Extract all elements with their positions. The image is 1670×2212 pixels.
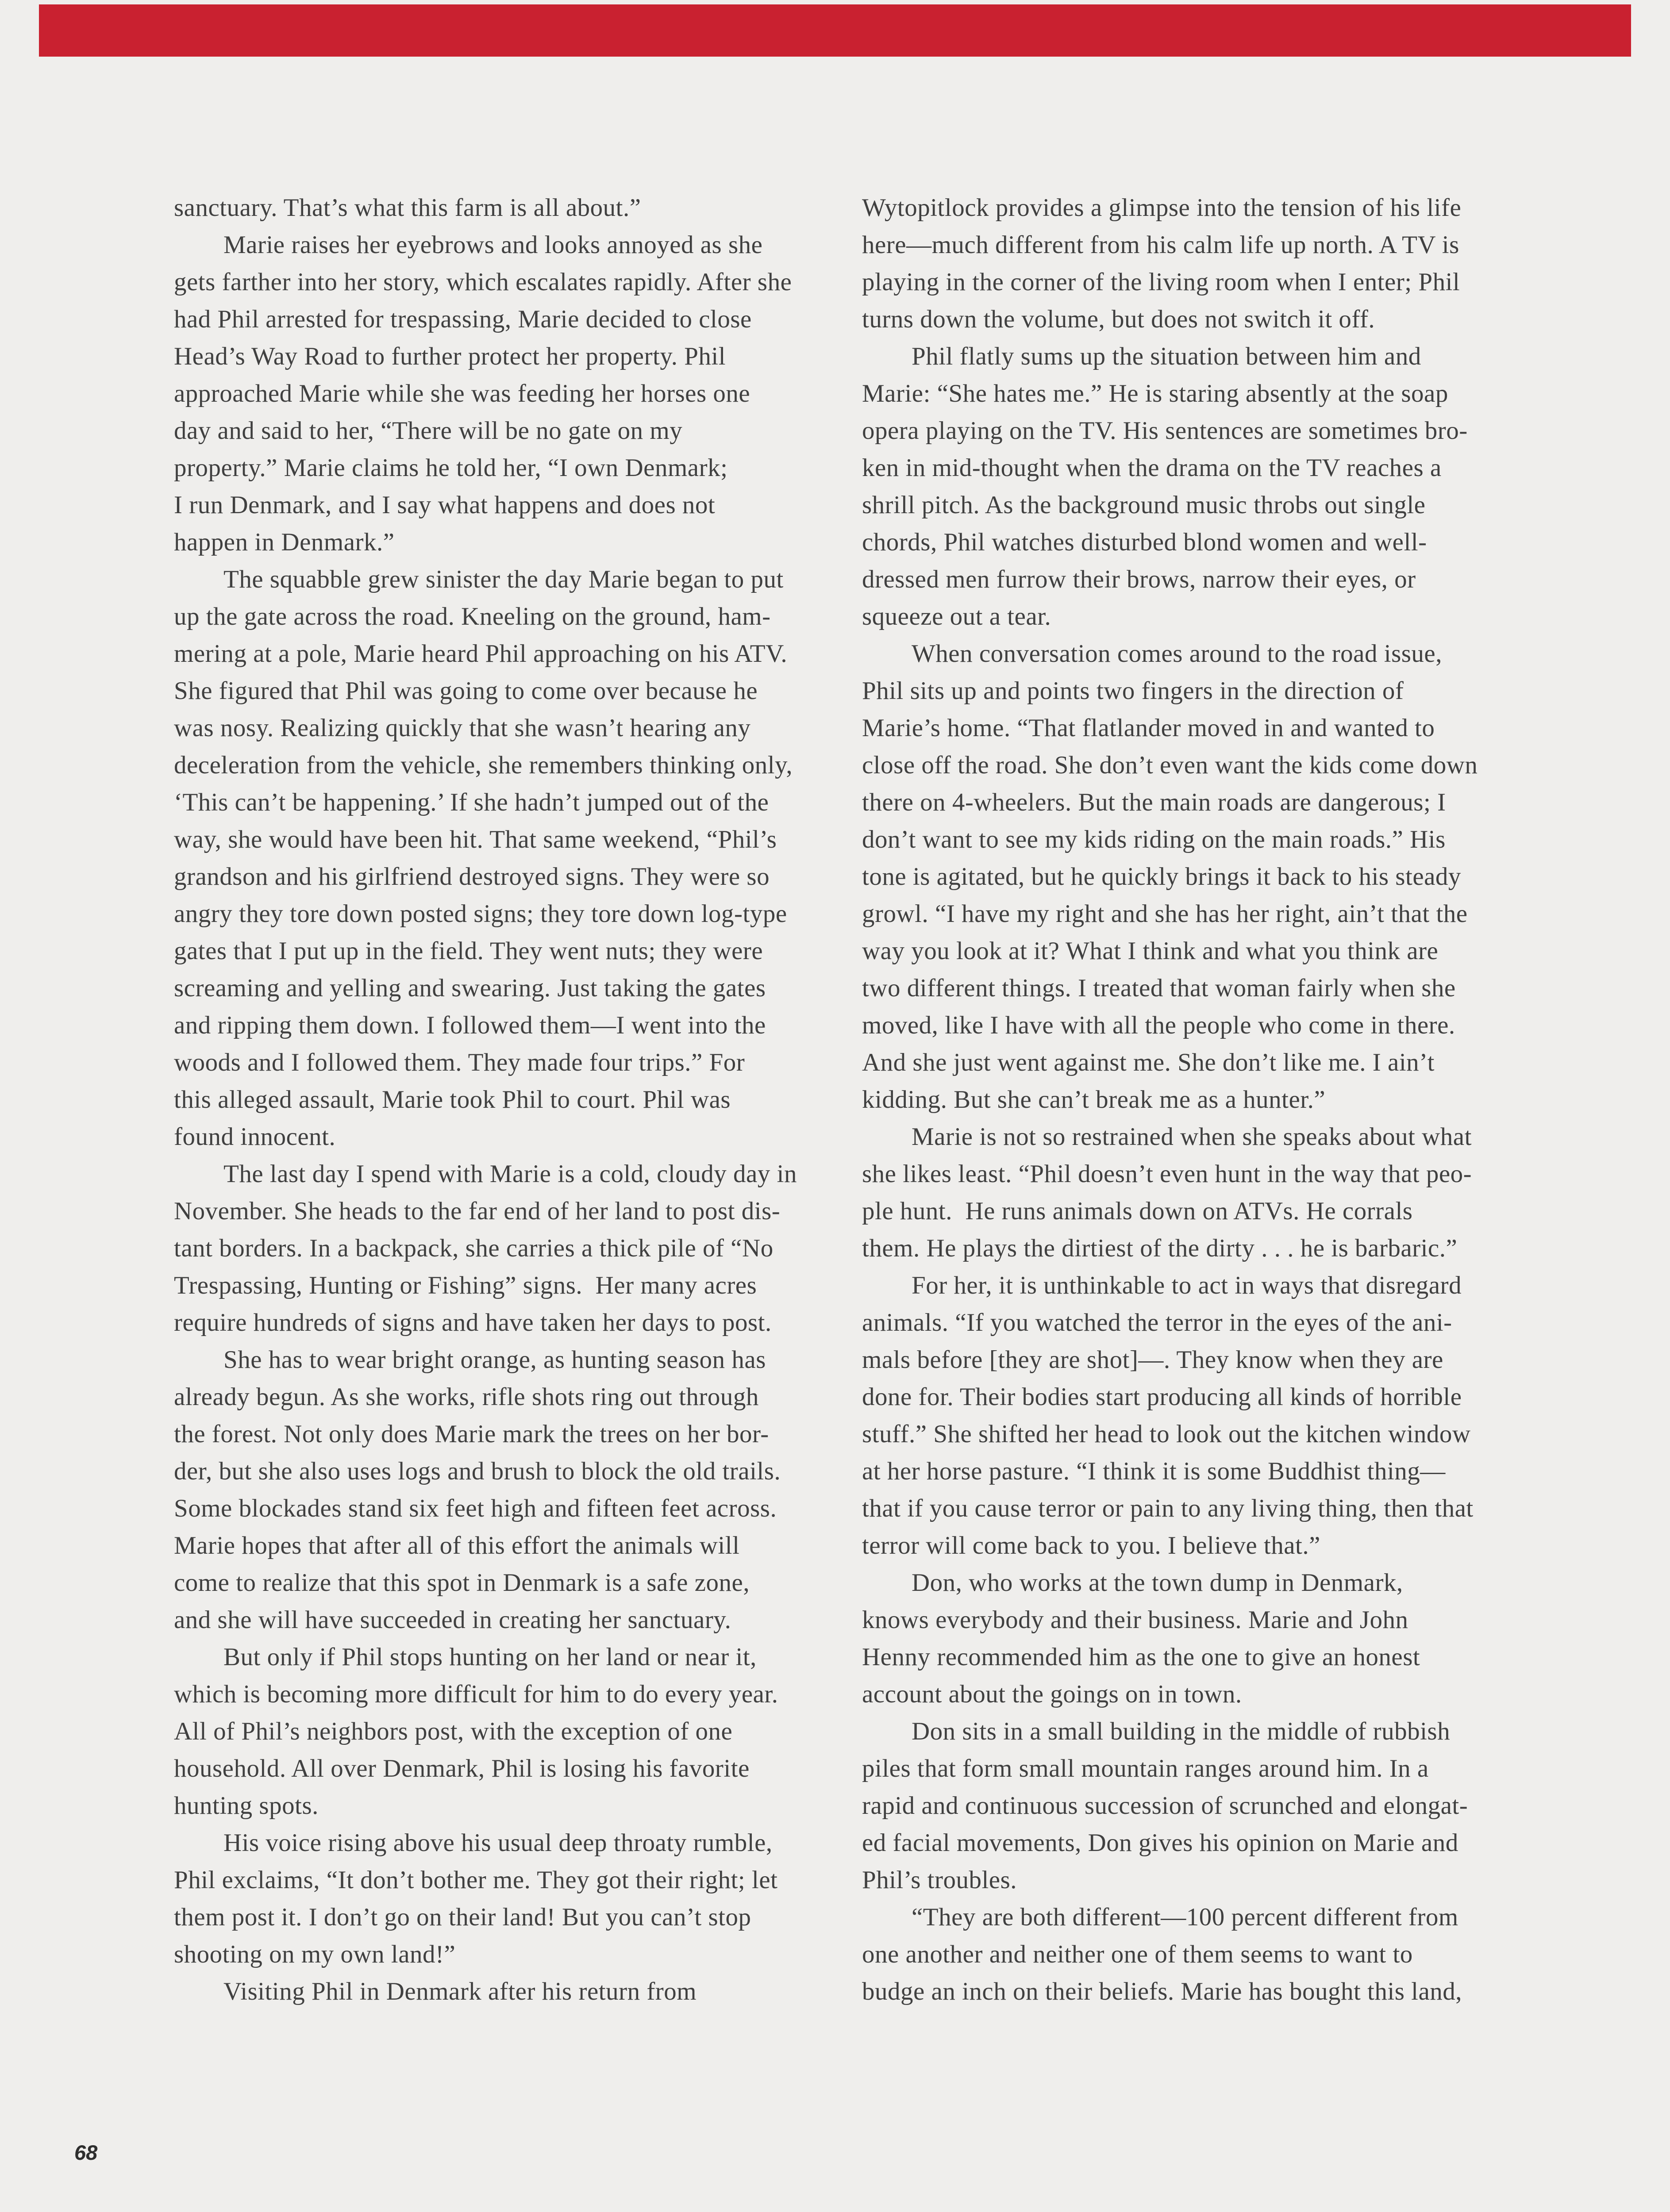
text-line: was nosy. Realizing quickly that she wasn’t hearing any xyxy=(174,714,751,742)
text-line: knows everybody and their business. Marie and John xyxy=(862,1606,1408,1634)
text-line: Marie is not so restrained when she speaks about what xyxy=(912,1123,1472,1151)
text-line: shooting on my own land!” xyxy=(174,1940,456,1968)
text-line: Don, who works at the town dump in Denmark, xyxy=(912,1569,1403,1597)
text-line: at her horse pasture. “I think it is some Buddhist thing— xyxy=(862,1457,1446,1485)
text-line: I run Denmark, and I say what happens and does not xyxy=(174,491,716,519)
text-line: don’t want to see my kids riding on the main roads.” His xyxy=(862,826,1446,853)
text-line: chords, Phil watches disturbed blond women and well- xyxy=(862,528,1427,556)
text-line: happen in Denmark.” xyxy=(174,528,395,556)
text-line: stuff.” She shifted her head to look out the kitchen window xyxy=(862,1420,1471,1448)
text-line: up the gate across the road. Kneeling on the ground, ham- xyxy=(174,603,771,630)
text-line: For her, it is unthinkable to act in ways that disregard xyxy=(912,1271,1462,1299)
text-line: Wytopitlock provides a glimpse into the tension of his life xyxy=(862,194,1462,222)
text-line: the forest. Not only does Marie mark the trees on her bor- xyxy=(174,1420,769,1448)
text-line: come to realize that this spot in Denmark is a safe zone, xyxy=(174,1569,750,1597)
text-line: close off the road. She don’t even want the kids come down xyxy=(862,751,1478,779)
text-line: playing in the corner of the living room when I enter; Phil xyxy=(862,268,1460,296)
text-line: Henny recommended him as the one to give an honest xyxy=(862,1643,1420,1671)
text-line: When conversation comes around to the road issue, xyxy=(912,640,1442,668)
text-line: one another and neither one of them seems to want to xyxy=(862,1940,1413,1968)
text-line: And she just went against me. She don’t like me. I ain’t xyxy=(862,1048,1435,1076)
text-line: Some blockades stand six feet high and fifteen feet across. xyxy=(174,1494,777,1522)
text-line: growl. “I have my right and she has her right, ain’t that the xyxy=(862,900,1468,928)
text-line: screaming and yelling and swearing. Just taking the gates xyxy=(174,974,766,1002)
text-line: here—much different from his calm life up north. A TV is xyxy=(862,231,1459,259)
text-line: two different things. I treated that woman fairly when she xyxy=(862,974,1456,1002)
text-line: way, she would have been hit. That same weekend, “Phil’s xyxy=(174,826,777,853)
text-line: Phil sits up and points two fingers in the direction of xyxy=(862,677,1404,705)
text-line: them post it. I don’t go on their land! But you can’t stop xyxy=(174,1903,751,1931)
text-line: mering at a pole, Marie heard Phil approaching on his ATV. xyxy=(174,640,788,668)
text-line: gets farther into her story, which escalates rapidly. After she xyxy=(174,268,792,296)
text-line: account about the goings on in town. xyxy=(862,1680,1242,1708)
text-line: tant borders. In a backpack, she carries a thick pile of “No xyxy=(174,1234,773,1262)
text-line: Phil exclaims, “It don’t bother me. They got their right; let xyxy=(174,1866,778,1894)
text-line: tone is agitated, but he quickly brings it back to his steady xyxy=(862,863,1461,891)
text-line: opera playing on the TV. His sentences are sometimes bro- xyxy=(862,417,1468,445)
text-line: Phil flatly sums up the situation between him and xyxy=(912,342,1421,370)
text-line: Don sits in a small building in the middle of rubbish xyxy=(912,1717,1451,1745)
text-line: But only if Phil stops hunting on her land or near it, xyxy=(223,1643,757,1671)
text-line: shrill pitch. As the background music throbs out single xyxy=(862,491,1426,519)
text-line: that if you cause terror or pain to any living thing, then that xyxy=(862,1494,1474,1522)
text-line: require hundreds of signs and have taken her days to post. xyxy=(174,1309,772,1336)
text-line: Head’s Way Road to further protect her property. Phil xyxy=(174,342,726,370)
text-line: and she will have succeeded in creating her sanctuary. xyxy=(174,1606,731,1634)
text-line: gates that I put up in the field. They went nuts; they were xyxy=(174,937,763,965)
text-line: budge an inch on their beliefs. Marie has bought this land, xyxy=(862,1978,1462,2005)
text-line: His voice rising above his usual deep throaty rumble, xyxy=(223,1829,773,1857)
text-line: which is becoming more difficult for him to do every year. xyxy=(174,1680,778,1708)
text-line: approached Marie while she was feeding her horses one xyxy=(174,380,750,407)
text-line: ed facial movements, Don gives his opinion on Marie and xyxy=(862,1829,1458,1857)
text-line: “They are both different—100 percent different from xyxy=(912,1903,1458,1931)
text-line: November. She heads to the far end of her land to post dis- xyxy=(174,1197,781,1225)
text-line: ple hunt. He runs animals down on ATVs. He corrals xyxy=(862,1197,1413,1225)
text-line: Trespassing, Hunting or Fishing” signs. Her many acres xyxy=(174,1271,757,1299)
text-line: Phil’s troubles. xyxy=(862,1866,1017,1894)
text-line: squeeze out a tear. xyxy=(862,603,1051,630)
text-line: The last day I spend with Marie is a cold, cloudy day in xyxy=(223,1160,797,1188)
text-line: Marie’s home. “That flatlander moved in and wanted to xyxy=(862,714,1435,742)
text-line: She has to wear bright orange, as hunting season has xyxy=(223,1346,766,1374)
text-line: woods and I followed them. They made four trips.” For xyxy=(174,1048,745,1076)
text-column-right xyxy=(862,189,1535,2010)
text-line: turns down the volume, but does not switch it off. xyxy=(862,305,1375,333)
text-line: Visiting Phil in Denmark after his return from xyxy=(223,1978,697,2005)
text-line: found innocent. xyxy=(174,1123,336,1151)
text-line: this alleged assault, Marie took Phil to court. Phil was xyxy=(174,1086,731,1114)
text-line: them. He plays the dirtiest of the dirty . . . he is barbaric.” xyxy=(862,1234,1458,1262)
text-line: piles that form small mountain ranges around him. In a xyxy=(862,1755,1429,1782)
text-line: done for. Their bodies start producing all kinds of horrible xyxy=(862,1383,1462,1411)
text-line: angry they tore down posted signs; they tore down log-type xyxy=(174,900,787,928)
text-line: Marie: “She hates me.” He is staring absently at the soap xyxy=(862,380,1448,407)
text-line: property.” Marie claims he told her, “I own Denmark; xyxy=(174,454,728,482)
text-line: mals before [they are shot]—. They know when they are xyxy=(862,1346,1443,1374)
page-number: 68 xyxy=(74,2141,98,2164)
text-line: she likes least. “Phil doesn’t even hunt in the way that peo- xyxy=(862,1160,1472,1188)
text-line: and ripping them down. I followed them—I went into the xyxy=(174,1011,766,1039)
text-line: All of Phil’s neighbors post, with the exception of one xyxy=(174,1717,733,1745)
text-line: der, but she also uses logs and brush to block the old trails. xyxy=(174,1457,781,1485)
text-line: The squabble grew sinister the day Marie began to put xyxy=(223,565,784,593)
text-column-left xyxy=(174,189,847,2010)
text-line: grandson and his girlfriend destroyed signs. They were so xyxy=(174,863,770,891)
text-line: ken in mid-thought when the drama on the TV reaches a xyxy=(862,454,1442,482)
text-line: deceleration from the vehicle, she remembers thinking only, xyxy=(174,751,793,779)
text-line: She figured that Phil was going to come over because he xyxy=(174,677,758,705)
text-line: sanctuary. That’s what this farm is all about.” xyxy=(174,194,641,222)
text-line: kidding. But she can’t break me as a hunter.” xyxy=(862,1086,1326,1114)
text-line: way you look at it? What I think and what you think are xyxy=(862,937,1439,965)
text-line: day and said to her, “There will be no gate on my xyxy=(174,417,683,445)
text-line: already begun. As she works, rifle shots ring out through xyxy=(174,1383,759,1411)
text-line: Marie raises her eyebrows and looks annoyed as she xyxy=(223,231,763,259)
text-line: hunting spots. xyxy=(174,1792,319,1820)
text-line: household. All over Denmark, Phil is losing his favorite xyxy=(174,1755,750,1782)
text-line: rapid and continuous succession of scrunched and elongat- xyxy=(862,1792,1468,1820)
text-line: there on 4-wheelers. But the main roads are dangerous; I xyxy=(862,788,1446,816)
text-line: Marie hopes that after all of this effort the animals will xyxy=(174,1532,740,1559)
text-line: animals. “If you watched the terror in the eyes of the ani- xyxy=(862,1309,1452,1336)
text-line: had Phil arrested for trespassing, Marie decided to close xyxy=(174,305,752,333)
chapter-header-bar xyxy=(39,4,1631,57)
text-line: ‘This can’t be happening.’ If she hadn’t jumped out of the xyxy=(174,788,769,816)
text-line: moved, like I have with all the people who come in there. xyxy=(862,1011,1455,1039)
text-line: dressed men furrow their brows, narrow their eyes, or xyxy=(862,565,1416,593)
text-line: terror will come back to you. I believe that.” xyxy=(862,1532,1320,1559)
